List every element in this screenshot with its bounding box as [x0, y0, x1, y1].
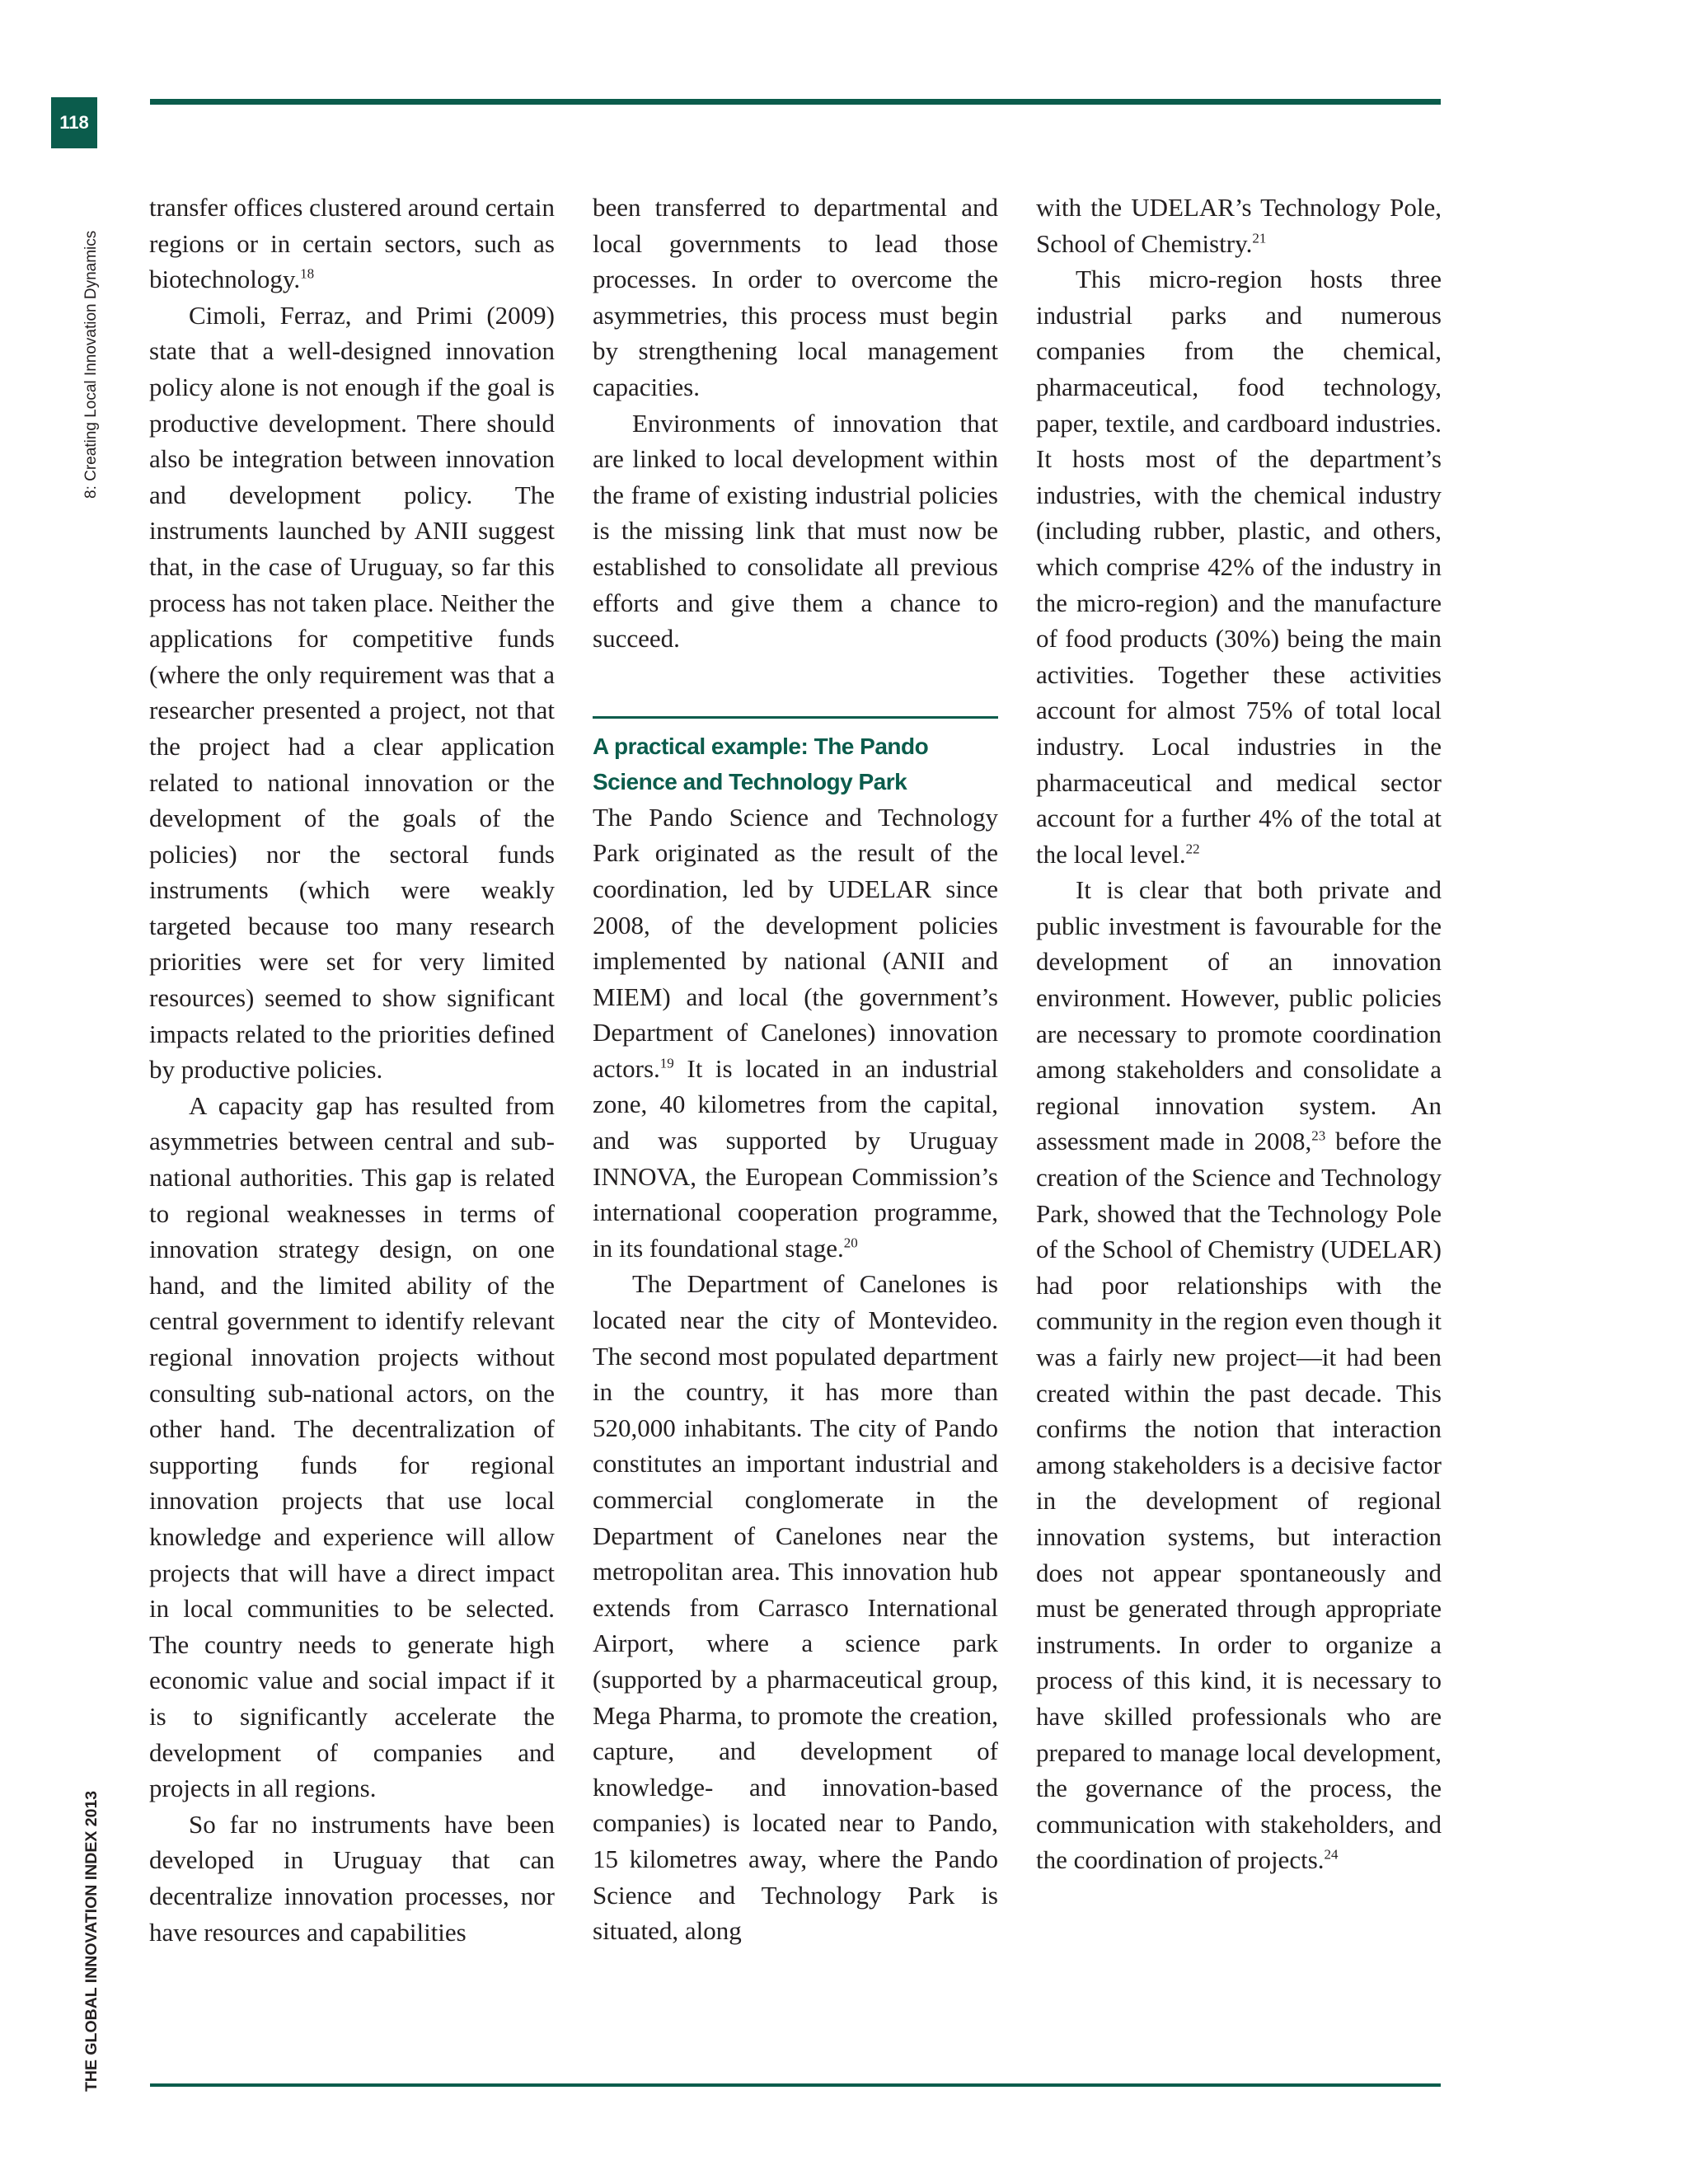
- paragraph: been transferred to departmental and local governments to lead those processes. In order to overcome the asymmetries, this process must begin by strengthening local management capacities.: [593, 193, 998, 401]
- running-book-title: THE GLOBAL INNOVATION INDEX 2013: [82, 1790, 101, 2092]
- section-heading: A practical example: The Pando Science and Technology Park: [593, 733, 929, 794]
- text-column-1: [149, 190, 555, 1950]
- bottom-rule: [150, 2083, 1441, 2087]
- text-column-3: [1036, 190, 1442, 1878]
- paragraph: Cimoli, Ferraz, and Primi (2009) state that a well-designed innovation policy alone is not enough if the goal is productive development. There should also be integration between innovation and development policy. The instruments launched by ANII suggest that, in the case of Uruguay, so far this process has not taken place. Neither the applications for competitive funds (where the only requirement was that a researcher presented a project, not that the project had a clear application related to national innovation or the development of the goals of the policies) nor the sectoral funds instruments (which were weakly targeted because too many research priorities were set for very limited resources) seemed to show significant impacts related to the priorities defined by productive policies.: [149, 300, 555, 1085]
- footnote-ref[interactable]: 21: [1252, 230, 1267, 246]
- page-number: 118: [51, 97, 97, 148]
- footnote-ref[interactable]: 24: [1324, 1846, 1339, 1863]
- paragraph: This micro-region hosts three industrial parks and numerous companies from the chemical, pharmaceutical, food technology, paper, textile, and cardboard industries. It hosts most of the department’s industries, with the chemical industry (including rubber, plastic, and others, which comprise 42% of the industry in the micro-region) and the manufacture of food products (30%) being the main activities. Together these activities account for almost 75% of total local industry. Local industries in the pharmaceutical and medical sector account for a further 4% of the total at the local level.$^{22}$: [1036, 265, 1442, 869]
- footnote-ref[interactable]: 19: [659, 1055, 674, 1071]
- paragraph: The Department of Canelones is located near the city of Montevideo. The second most populated department in the country, it has more than 520,000 inhabitants. The city of Pando constitutes an important industrial and commercial conglomerate in the Department of Canelones near the metropolitan area. This innovation hub extends from Carrasco International Airport, where a science park (supported by a pharmaceutical group, Mega Pharma, to promote the creation, capture, and development of knowledge- and innovation-based companies) is located near to Pando, 15 kilometres away, where the Pando Science and Technology Park is situated, along: [593, 1269, 998, 1946]
- footnote-ref[interactable]: 20: [843, 1235, 858, 1251]
- paragraph: A capacity gap has resulted from asymmetries between central and sub-national authorities. This gap is related to regional weaknesses in terms of innovation strategy design, on one hand, and the limited ability of the central government to identify relevant regional innovation projects without consulting sub-national actors, on the other hand. The decentralization of supporting funds for regional innovation projects that use local knowledge and experience will allow projects that will have a direct impact in local communities to be selected. The country needs to generate high economic value and social impact if it is to significantly accelerate the development of companies and projects in all regions.: [149, 1090, 555, 1803]
- footnote-ref[interactable]: 23: [1311, 1128, 1326, 1145]
- top-rule: [150, 99, 1441, 105]
- running-chapter-title: 8: Creating Local Innovation Dynamics: [82, 230, 100, 499]
- text-column-2: [593, 190, 998, 1949]
- footnote-ref[interactable]: 22: [1185, 841, 1200, 857]
- paragraph: The Pando Science and Technology Park originated as the result of the coordination, led by UDELAR since 2008, of the development policies implemented by national (ANII and MIEM) and local (the government’s Department of Canelones) innovation actors.$^{19}$ It is located in an industrial zone, 40 kilometres from the capital, and was supported by Uruguay INNOVA, the European Commission’s international cooperation programme, in its foundational stage.$^{20}$: [593, 802, 998, 1263]
- paragraph: with the UDELAR’s Technology Pole, School of Chemistry.$^{21}$: [1036, 193, 1442, 258]
- footnote-ref[interactable]: 18: [300, 265, 315, 282]
- paragraph: It is clear that both private and public investment is favourable for the development of an innovation environment. However, public policies are necessary to promote coordination among stakeholders and consolidate a regional innovation system. An assessment made in 2008,23 before the creation of the Science and Technology Park, showed that the Technology Pole of the School of Chemistry (UDELAR) had poor relationships with the community in the region even though it was a fairly new project—it had been created within the past decade. This confirms the notion that interaction among stakeholders is a decisive factor in the development of regional innovation systems, but interaction does not appear spontaneously and must be generated through appropriate instruments. In order to organize a process of this kind, it is necessary to have skilled professionals who are prepared to manage local development, the governance of the process, the communication with stakeholders, and the coordination of projects.$^{24}$: [1036, 875, 1442, 1875]
- paragraph: Environments of innovation that are linked to local development within the frame of existing industrial policies is the missing link that must now be established to consolidate all previous efforts and give them a chance to succeed.: [593, 408, 998, 654]
- section-rule: [593, 716, 998, 719]
- paragraph: So far no instruments have been developed in Uruguay that can decentralize innovation processes, nor have resources and capabilities: [149, 1809, 555, 1947]
- paragraph: transfer offices clustered around certain regions or in certain sectors, such as biotechnology.$^{18}$: [149, 193, 555, 294]
